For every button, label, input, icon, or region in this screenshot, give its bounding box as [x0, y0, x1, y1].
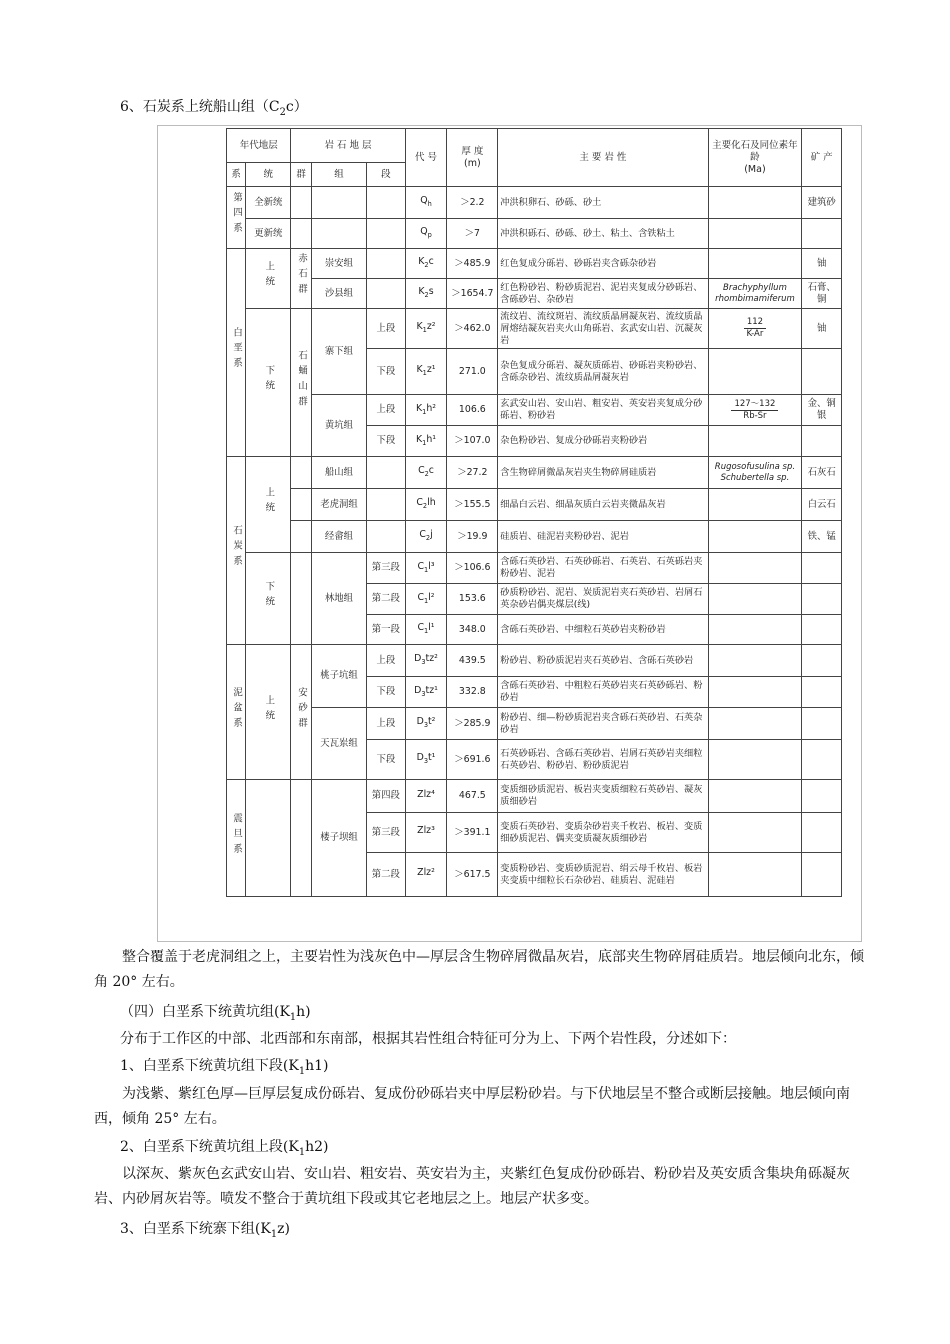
code-sub: 1 [424, 596, 429, 605]
mineral-cell [802, 426, 842, 457]
code-tail: j [430, 529, 433, 541]
lithology-cell: 粉砂岩、粉砂质泥岩夹石英砂岩、含砾石英砂岩 [498, 645, 708, 677]
series-cell [246, 219, 291, 249]
member-cell: 第三段 [367, 553, 405, 584]
lithology-cell: 石英砂砾岩、含砾石英砂岩、岩屑石英砂岩夹细粒石英砂岩、粉砂岩、粉砂质泥岩 [498, 740, 708, 780]
thickness-cell: 348.0 [447, 615, 498, 645]
member-cell [367, 489, 405, 521]
code-tail: c [428, 256, 434, 268]
lithology-cell: 玄武安山岩、安山岩、粗安岩、英安岩夹复成分砂砾岩、粉砂岩 [498, 395, 708, 426]
series-cell [246, 309, 291, 457]
thickness-cell: ＞2.2 [447, 187, 498, 219]
code-tail: tz¹ [425, 684, 438, 696]
group-cell [291, 457, 311, 489]
isotope-method: Rb-Sr [743, 410, 767, 421]
table-row [227, 309, 842, 349]
formation-cell [311, 187, 366, 219]
fossil-cell [708, 615, 802, 645]
code-cell [405, 813, 447, 853]
mineral-cell [802, 553, 842, 584]
code-cell [405, 740, 447, 780]
code-cell [405, 279, 447, 309]
isotope-age-value: 127～132 [731, 399, 778, 411]
lithology-cell: 含砾石英砂岩、中粗粒石英砂岩夹石英砂砾岩、粉砂岩 [498, 677, 708, 708]
code-cell [405, 187, 447, 219]
lithology-cell: 含砾石英砂岩、中细粒石英砂岩夹粉砂岩 [498, 615, 708, 645]
paragraph-huangkeng-upper: 以深灰、紫灰色玄武安山岩、安山岩、粗安岩、英安岩为主，夹紫红色复成份砂砾岩、粉砂岩及英安质含集块角砾凝灰岩、内砂屑灰岩等。喷发不整合于黄坑组下段或其它老地层之上。地层产状多变。 [94, 1166, 850, 1207]
fossil-cell [708, 645, 802, 677]
code-tail: t¹ [428, 752, 436, 764]
code-tail: h² [426, 402, 437, 414]
section-heading-huangkeng-upper: 2、白垩系下统黄坑组上段$(K_1h2)$ [120, 1139, 329, 1158]
header-age: 年代地层 [227, 129, 291, 163]
code-tail: lz³ [423, 825, 435, 837]
mineral-cell [802, 853, 842, 897]
code-sub: p [427, 230, 432, 239]
code-tail: h¹ [426, 433, 437, 445]
code-sub: 1 [424, 626, 429, 635]
code-cell [405, 584, 447, 615]
system-cell-label: 第四系 [231, 192, 243, 239]
mineral-cell [802, 219, 842, 249]
group-cell [291, 521, 311, 553]
group-cell [291, 780, 311, 897]
formation-cell: 天瓦岽组 [311, 708, 366, 780]
member-cell [367, 249, 405, 279]
lithology-cell: 含砾石英砂岩、石英砂砾岩、石英岩、石英砾岩夹粉砂岩、泥岩 [498, 553, 708, 584]
thickness-cell: ＞1654.7 [447, 279, 498, 309]
header-formation: 组 [311, 163, 366, 187]
member-cell: 上段 [367, 395, 405, 426]
system-cell [227, 780, 246, 897]
code-main: Q [420, 195, 428, 207]
lithology-cell: 硅质岩、硅泥岩夹粉砂岩、泥岩 [498, 521, 708, 553]
formation-cell [311, 219, 366, 249]
series-label: 上统 [263, 487, 275, 518]
code-main: K [415, 433, 423, 445]
fossil-cell [708, 813, 802, 853]
section-heading-chuanshan: 6、石炭系上统船山组$(C_2c)$ [120, 99, 308, 118]
code-main: Z [417, 867, 424, 879]
system-cell [227, 457, 246, 645]
fossil-cell: Brachyphyllum rhombimamiferum [708, 279, 802, 309]
table-row [227, 279, 842, 309]
system-cell-label: 石炭系 [231, 525, 243, 572]
fossil-cell: Rugosofusulina sp. Schubertella sp. [708, 457, 802, 489]
fossil-cell [708, 489, 802, 521]
code-tail: z² [426, 321, 436, 333]
code-sub: h [427, 199, 432, 208]
system-cell-label: 白垩系 [231, 327, 243, 374]
mineral-cell: 金、铜银 [802, 395, 842, 426]
code-main: D [416, 752, 424, 764]
lithology-cell: 冲洪积卵石、砂砾、砂土 [498, 187, 708, 219]
member-cell [367, 219, 405, 249]
header-system: 系 [227, 163, 246, 187]
stratigraphic-column-figure [157, 125, 862, 942]
code-tail: z¹ [426, 364, 436, 376]
section-heading-huangkeng: （四）白垩系下统黄坑组$(K_1h)$ [120, 1004, 311, 1023]
system-cell [227, 187, 246, 249]
header-member: 段 [367, 163, 405, 187]
fossil-cell [708, 780, 802, 813]
code-sub: 3 [423, 720, 428, 729]
fossil-cell [708, 553, 802, 584]
header-fossil: 主要化石及同位素年龄 (Ma) [708, 129, 802, 187]
lithology-cell: 红色粉砂岩、粉砂质泥岩、泥岩夹复成分砂砾岩、含砾砂岩、杂砂岩 [498, 279, 708, 309]
header-code: 代 号 [405, 129, 447, 187]
series-label: 全新统 [254, 196, 283, 208]
table-row [227, 489, 842, 521]
member-cell: 下段 [367, 349, 405, 395]
code-sub: 3 [421, 689, 426, 698]
mineral-cell [802, 780, 842, 813]
mineral-cell: 石膏、铜 [802, 279, 842, 309]
lithology-cell: 变质石英砂岩、变质杂砂岩夹千枚岩、板岩、变质细砂质泥岩、偶夹变质凝灰质细砂岩 [498, 813, 708, 853]
lithology-cell: 粉砂岩、细—粉砂质泥岩夹含砾石英砂岩、石英杂砂岩 [498, 708, 708, 740]
group-cell [291, 309, 311, 457]
mineral-cell: 建筑砂 [802, 187, 842, 219]
mineral-cell: 铀 [802, 249, 842, 279]
code-tail: l³ [428, 560, 435, 572]
mineral-cell [802, 708, 842, 740]
isotope-method: K-Ar [746, 329, 764, 339]
table-row [227, 249, 842, 279]
lithology-cell: 冲洪积砾石、砂砾、砂土、粘土、含铁粘土 [498, 219, 708, 249]
member-cell: 下段 [367, 677, 405, 708]
thickness-cell: ＞285.9 [447, 708, 498, 740]
formation-cell: 老虎洞组 [311, 489, 366, 521]
code-cell [405, 489, 447, 521]
series-label: 下统 [263, 365, 275, 396]
thickness-cell: 153.6 [447, 584, 498, 615]
system-cell-label: 泥盆系 [231, 686, 243, 734]
code-sub: 1 [422, 407, 427, 416]
code-tail: s [428, 286, 434, 298]
section-heading-huangkeng-lower: 1、白垩系下统黄坑组下段$(K_1h1)$ [120, 1058, 329, 1077]
mineral-cell [802, 813, 842, 853]
code-main: C [419, 529, 426, 541]
lithology-cell: 细晶白云岩、细晶灰质白云岩夹微晶灰岩 [498, 489, 708, 521]
code-cell [405, 708, 447, 740]
code-cell [405, 521, 447, 553]
member-cell: 上段 [367, 309, 405, 349]
lithology-cell: 流纹岩、流纹斑岩、流纹质晶屑凝灰岩、流纹质晶屑熔结凝灰岩夹火山角砾岩、玄武安山岩、沉凝灰岩 [498, 309, 708, 349]
code-sub: 3 [423, 756, 428, 765]
mineral-cell [802, 677, 842, 708]
code-tail: lz⁴ [423, 788, 435, 800]
code-main: D [416, 716, 424, 728]
member-cell: 第二段 [367, 584, 405, 615]
header-thickness: 厚 度 (m) [447, 129, 498, 187]
group-cell [291, 489, 311, 521]
table-row [227, 708, 842, 740]
lithology-cell: 红色复成分砾岩、砂砾岩夹含砾杂砂岩 [498, 249, 708, 279]
system-cell [227, 645, 246, 780]
fossil-cell [708, 740, 802, 780]
member-cell: 第一段 [367, 615, 405, 645]
header-lithology: 主 要 岩 性 [498, 129, 708, 187]
fossil-cell [708, 309, 802, 349]
isotope-age-value: 112 [744, 317, 766, 329]
member-cell [367, 279, 405, 309]
member-cell: 第四段 [367, 780, 405, 813]
code-sub: 2 [424, 290, 429, 299]
lithology-cell: 砂质粉砂岩、泥岩、炭质泥岩夹石英砂岩、岩屑石英杂砂岩偶夹煤层(线) [498, 584, 708, 615]
table-row [227, 521, 842, 553]
series-cell [246, 553, 291, 645]
member-cell [367, 521, 405, 553]
series-cell [246, 187, 291, 219]
lithology-cell: 杂色粉砂岩、复成分砂砾岩夹粉砂岩 [498, 426, 708, 457]
code-tail: lz² [423, 867, 435, 879]
thickness-cell: ＞106.6 [447, 553, 498, 584]
table-row [227, 457, 842, 489]
code-cell [405, 349, 447, 395]
mineral-cell [802, 349, 842, 395]
thickness-cell: ＞485.9 [447, 249, 498, 279]
formation-cell: 崇安组 [311, 249, 366, 279]
series-cell [246, 780, 291, 897]
member-cell: 第三段 [367, 813, 405, 853]
formation-cell: 黄坑组 [311, 395, 366, 457]
formation-cell: 楼子坝组 [311, 780, 366, 897]
fossil-cell [708, 521, 802, 553]
code-cell [405, 853, 447, 897]
stratigraphic-table [226, 128, 842, 897]
table-row [227, 553, 842, 584]
code-tail: c [428, 465, 434, 477]
mineral-cell [802, 645, 842, 677]
fossil-cell [708, 426, 802, 457]
group-cell [291, 249, 311, 309]
lithology-cell: 变质粉砂岩、变质砂质泥岩、绢云母千枚岩、板岩夹变质中细粒长石杂砂岩、硅质岩、泥硅岩 [498, 853, 708, 897]
isotope-age [731, 399, 778, 422]
code-sub: 2 [424, 469, 429, 478]
section-heading-zhaixia: 3、白垩系下统寨下组$(K_1z)$ [120, 1221, 290, 1240]
mineral-cell: 白云石 [802, 489, 842, 521]
code-sub: 1 [422, 325, 427, 334]
code-main: Q [420, 226, 428, 238]
code-main: C [417, 591, 424, 603]
code-cell [405, 249, 447, 279]
code-main: Z [417, 788, 424, 800]
thickness-cell: 106.6 [447, 395, 498, 426]
formation-cell: 沙县组 [311, 279, 366, 309]
member-cell [367, 187, 405, 219]
series-label: 上统 [263, 694, 275, 726]
paragraph-huangkeng-intro: 分布于工作区的中部、北西部和东南部，根据其岩性组合特征可分为上、下两个岩性段，分述如下： [120, 1031, 736, 1047]
code-main: C [416, 497, 423, 509]
code-sub: 1 [422, 438, 427, 447]
series-cell [246, 645, 291, 780]
code-cell [405, 645, 447, 677]
code-main: D [414, 653, 422, 665]
code-main: K [418, 286, 425, 298]
mineral-cell: 铀 [802, 309, 842, 349]
group-cell-label: 赤石群 [296, 253, 308, 300]
code-cell [405, 457, 447, 489]
thickness-cell: ＞19.9 [447, 521, 498, 553]
system-cell-label: 震旦系 [231, 812, 243, 860]
group-cell [291, 645, 311, 780]
group-cell-label: 石蛹山群 [296, 349, 308, 412]
table-row [227, 187, 842, 219]
mineral-cell [802, 615, 842, 645]
code-sub: 2 [424, 260, 429, 269]
thickness-cell: ＞462.0 [447, 309, 498, 349]
member-cell: 第二段 [367, 853, 405, 897]
formation-cell: 寨下组 [311, 309, 366, 395]
code-main: K [415, 402, 423, 414]
code-main: Z [417, 825, 424, 837]
group-cell [291, 553, 311, 645]
thickness-cell: ＞107.0 [447, 426, 498, 457]
fossil-cell [708, 853, 802, 897]
mineral-cell [802, 584, 842, 615]
group-cell [291, 187, 311, 219]
fossil-cell [708, 584, 802, 615]
mineral-cell [802, 740, 842, 780]
fossil-cell [708, 677, 802, 708]
paragraph-huangkeng-lower: 为浅紫、紫红色厚—巨厚层复成份砾岩、复成份砂砾岩夹中厚层粉砂岩。与下伏地层呈不整合或断层接触。地层倾向南西，倾角 25° 左右。 [94, 1086, 850, 1127]
member-cell [367, 457, 405, 489]
fossil-cell [708, 395, 802, 426]
paragraph-chuanshan: 整合覆盖于老虎洞组之上，主要岩性为浅灰色中—厚层含生物碎屑微晶灰岩，底部夹生物碎屑硅质岩。地层倾向北东，倾角 20° 左右。 [94, 949, 864, 990]
code-main: K [416, 321, 423, 333]
code-sub: 1 [422, 368, 427, 377]
code-main: K [416, 364, 423, 376]
code-sub: 2 [425, 533, 431, 542]
formation-cell: 经畲组 [311, 521, 366, 553]
thickness-cell: ＞691.6 [447, 740, 498, 780]
header-series: 统 [246, 163, 291, 187]
code-tail: l² [428, 591, 435, 603]
member-cell: 上段 [367, 708, 405, 740]
series-label: 下统 [263, 581, 275, 612]
mineral-cell: 铁、锰 [802, 521, 842, 553]
header-group: 群 [291, 163, 311, 187]
code-main: C [417, 622, 424, 634]
code-cell [405, 780, 447, 813]
header-mineral: 矿 产 [802, 129, 842, 187]
thickness-cell: ＞155.5 [447, 489, 498, 521]
fossil-cell [708, 708, 802, 740]
group-cell [291, 219, 311, 249]
thickness-cell: 439.5 [447, 645, 498, 677]
fossil-cell [708, 249, 802, 279]
table-row [227, 395, 842, 426]
series-cell [246, 249, 291, 309]
member-cell: 下段 [367, 740, 405, 780]
thickness-cell: ＞7 [447, 219, 498, 249]
header-rock: 岩 石 地 层 [291, 129, 405, 163]
fossil-cell [708, 219, 802, 249]
code-cell [405, 219, 447, 249]
code-cell [405, 615, 447, 645]
code-cell [405, 677, 447, 708]
fossil-cell [708, 349, 802, 395]
lithology-cell: 杂色复成分砾岩、凝灰质砾岩、砂砾岩夹粉砂岩、含砾杂砂岩、流纹质晶屑凝灰岩 [498, 349, 708, 395]
table-row [227, 645, 842, 677]
code-tail: l¹ [428, 622, 435, 634]
formation-cell: 船山组 [311, 457, 366, 489]
code-cell [405, 395, 447, 426]
member-cell: 下段 [367, 426, 405, 457]
fossil-cell [708, 187, 802, 219]
group-cell-label: 安砂群 [296, 686, 308, 734]
lithology-cell: 含生物碎屑微晶灰岩夹生物碎屑硅质岩 [498, 457, 708, 489]
thickness-cell: ＞27.2 [447, 457, 498, 489]
member-cell: 上段 [367, 645, 405, 677]
code-main: K [418, 256, 425, 268]
code-cell [405, 426, 447, 457]
thickness-cell: 467.5 [447, 780, 498, 813]
formation-cell: 林地组 [311, 553, 366, 645]
formation-cell: 桃子坑组 [311, 645, 366, 708]
table-row [227, 219, 842, 249]
thickness-cell: 332.8 [447, 677, 498, 708]
isotope-age [744, 317, 766, 340]
lithology-cell: 变质细砂质泥岩、板岩夹变质细粒石英砂岩、凝灰质细砂岩 [498, 780, 708, 813]
code-cell [405, 553, 447, 584]
code-tail: tz² [425, 653, 438, 665]
code-tail: t² [428, 716, 436, 728]
table-row [227, 780, 842, 813]
thickness-cell: ＞391.1 [447, 813, 498, 853]
series-cell [246, 457, 291, 553]
code-main: D [414, 684, 422, 696]
thickness-cell: 271.0 [447, 349, 498, 395]
code-tail: lh [427, 497, 436, 509]
code-sub: 2 [422, 501, 428, 510]
code-sub: 1 [424, 565, 429, 574]
mineral-cell: 石灰石 [802, 457, 842, 489]
series-label: 上统 [263, 261, 275, 292]
code-main: C [418, 465, 425, 477]
code-sub: 3 [421, 657, 426, 666]
system-cell [227, 249, 246, 457]
series-label: 更新统 [254, 227, 283, 239]
code-cell [405, 309, 447, 349]
thickness-cell: ＞617.5 [447, 853, 498, 897]
code-main: C [417, 560, 424, 572]
